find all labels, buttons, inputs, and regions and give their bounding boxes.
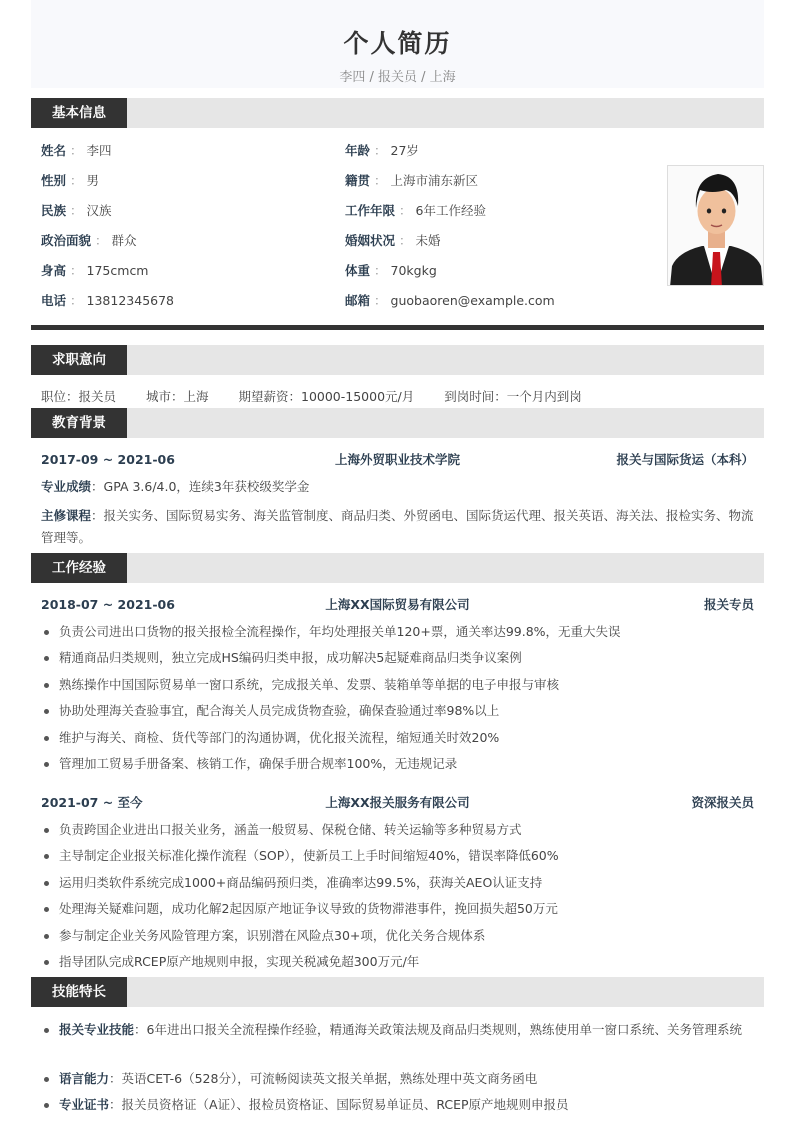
info-colon: ： xyxy=(374,293,387,308)
info-value: 13812345678 xyxy=(86,293,175,308)
info-value: 70kgkg xyxy=(390,263,437,278)
grade-value: ：GPA 3.6/4.0，连续3年获校级奖学金 xyxy=(91,479,310,494)
job-bullet: 指导团队完成RCEP原产地规则申报，实现关税减免超300万元/年 xyxy=(41,951,754,973)
section-education xyxy=(31,408,764,438)
info-value: 李四 xyxy=(86,143,112,158)
intent-city: 城市：上海 xyxy=(146,389,209,404)
job-header xyxy=(41,595,754,615)
skill-label: 专业证书 xyxy=(59,1097,110,1112)
info-colon: ： xyxy=(374,143,387,158)
info-colon: ： xyxy=(399,233,412,248)
job-company: 上海XX国际贸易有限公司 xyxy=(325,597,470,612)
info-label: 电话 xyxy=(41,293,67,308)
info-value: 175cmcm xyxy=(86,263,149,278)
job-intent-row xyxy=(41,387,582,407)
section-title: 求职意向 xyxy=(31,345,127,375)
page-subtitle: 李四 / 报关员 / 上海 xyxy=(339,70,456,85)
section-title: 教育背景 xyxy=(31,408,127,438)
info-value: 未婚 xyxy=(415,233,441,248)
info-colon: ： xyxy=(70,263,83,278)
info-colon: ： xyxy=(95,233,108,248)
info-label: 体重 xyxy=(345,263,371,278)
section-skills xyxy=(31,977,764,1007)
resume-header xyxy=(31,0,764,88)
job-bullet: 主导制定企业报关标准化操作流程（SOP），使新员工上手时间缩短40%，错误率降低60% xyxy=(41,845,754,867)
job-header xyxy=(41,793,754,813)
job-bullet: 参与制定企业关务风险管理方案，识别潜在风险点30+项，优化关务合规体系 xyxy=(41,925,754,947)
skill-label: 语言能力 xyxy=(59,1071,110,1086)
info-colon: ： xyxy=(374,263,387,278)
info-colon: ： xyxy=(374,173,387,188)
info-left-4 xyxy=(41,261,149,281)
job-bullet: 精通商品归类规则，独立完成HS编码归类申报，成功解决5起疑难商品归类争议案例 xyxy=(41,647,754,669)
job-bullet: 运用归类软件系统完成1000+商品编码预归类，准确率达99.5%，获海关AEO认证支持 xyxy=(41,872,754,894)
info-colon: ： xyxy=(70,173,83,188)
info-value: 上海市浦东新区 xyxy=(390,173,479,188)
page-title: 个人简历 xyxy=(343,29,452,58)
info-colon: ： xyxy=(70,293,83,308)
info-left-2 xyxy=(41,201,112,221)
info-left-3 xyxy=(41,231,137,251)
education-header xyxy=(41,450,754,470)
skill-item xyxy=(41,1019,754,1041)
info-colon: ： xyxy=(399,203,412,218)
skill-item xyxy=(41,1094,754,1116)
education-school: 上海外贸职业技术学院 xyxy=(334,452,460,467)
education-grade xyxy=(41,477,309,497)
avatar xyxy=(668,166,764,286)
skill-label: 报关专业技能 xyxy=(59,1022,135,1037)
job-bullet: 负责公司进出口货物的报关报检全流程操作，年均处理报关单120+票，通关率达99.8%，无重大失误 xyxy=(41,621,754,643)
job-bullet: 协助处理海关查验事宜，配合海关人员完成货物查验，确保查验通过率98%以上 xyxy=(41,700,754,722)
info-value: 6年工作经验 xyxy=(415,203,486,218)
avatar-photo xyxy=(667,165,764,286)
info-label: 邮箱 xyxy=(345,293,371,308)
skill-text: ：英语CET-6（528分），可流畅阅读英文报关单据，熟练处理中英文商务函电 xyxy=(109,1071,538,1086)
job-bullet: 维护与海关、商检、货代等部门的沟通协调，优化报关流程，缩短通关时效20% xyxy=(41,727,754,749)
info-label: 民族 xyxy=(41,203,67,218)
info-value: 27岁 xyxy=(390,143,419,158)
skill-item xyxy=(41,1068,754,1090)
info-left-1 xyxy=(41,171,99,191)
info-value: 群众 xyxy=(111,233,137,248)
job-title: 报关专员 xyxy=(703,597,754,612)
info-right-5 xyxy=(345,291,555,311)
info-label: 籍贯 xyxy=(345,173,371,188)
section-job-intent xyxy=(31,345,764,375)
info-right-0 xyxy=(345,141,419,161)
job-period: 2018-07 ~ 2021-06 xyxy=(41,597,175,612)
courses-label: 主修课程 xyxy=(41,508,92,523)
info-left-5 xyxy=(41,291,174,311)
job-period: 2021-07 ~ 至今 xyxy=(41,795,143,810)
info-right-3 xyxy=(345,231,441,251)
job-company: 上海XX报关服务有限公司 xyxy=(325,795,470,810)
job-bullet: 熟练操作中国国际贸易单一窗口系统，完成报关单、发票、装箱单等单据的电子申报与审核 xyxy=(41,674,754,696)
education-period: 2017-09 ~ 2021-06 xyxy=(41,452,175,467)
info-value: guobaoren@example.com xyxy=(390,293,555,308)
skill-text: ：6年进出口报关全流程操作经验，精通海关政策法规及商品归类规则，熟练使用单一窗口系统、关务管理系统 xyxy=(134,1022,742,1037)
intent-arrival: 到岗时间：一个月内到岗 xyxy=(444,389,582,404)
intent-position: 职位：报关员 xyxy=(41,389,117,404)
section-basic-info xyxy=(31,98,764,128)
job-title: 资深报关员 xyxy=(691,795,754,810)
info-value: 汉族 xyxy=(86,203,112,218)
section-title: 工作经验 xyxy=(31,553,127,583)
info-colon: ： xyxy=(70,143,83,158)
intent-salary: 期望薪资：10000-15000元/月 xyxy=(238,389,415,404)
info-label: 婚姻状况 xyxy=(345,233,396,248)
info-value: 男 xyxy=(86,173,100,188)
grade-label: 专业成绩 xyxy=(41,479,92,494)
job-bullet: 负责跨国企业进出口报关业务，涵盖一般贸易、保税仓储、转关运输等多种贸易方式 xyxy=(41,819,754,841)
info-label: 年龄 xyxy=(345,143,371,158)
courses-value: ：报关实务、国际贸易实务、海关监管制度、商品归类、外贸函电、国际货运代理、报关英语、海关法、报检实务、物流管理等。 xyxy=(41,508,754,545)
education-major: 报关与国际货运（本科） xyxy=(616,452,754,467)
info-label: 政治面貌 xyxy=(41,233,92,248)
info-label: 姓名 xyxy=(41,143,67,158)
education-courses xyxy=(41,505,754,549)
job-bullet: 管理加工贸易手册备案、核销工作，确保手册合规率100%，无违规记录 xyxy=(41,753,754,775)
info-label: 工作年限 xyxy=(345,203,396,218)
info-colon: ： xyxy=(70,203,83,218)
skill-text: ：报关员资格证（A证）、报检员资格证、国际贸易单证员、RCEP原产地规则申报员 xyxy=(109,1097,569,1112)
section-work xyxy=(31,553,764,583)
info-right-1 xyxy=(345,171,478,191)
info-label: 身高 xyxy=(41,263,67,278)
job-bullet: 处理海关疑难问题，成功化解2起因原产地证争议导致的货物滞港事件，挽回损失超50万元 xyxy=(41,898,754,920)
info-right-2 xyxy=(345,201,486,221)
section-title: 基本信息 xyxy=(31,98,127,128)
info-left-0 xyxy=(41,141,112,161)
divider xyxy=(31,325,764,330)
section-title: 技能特长 xyxy=(31,977,127,1007)
info-right-4 xyxy=(345,261,437,281)
info-label: 性别 xyxy=(41,173,67,188)
